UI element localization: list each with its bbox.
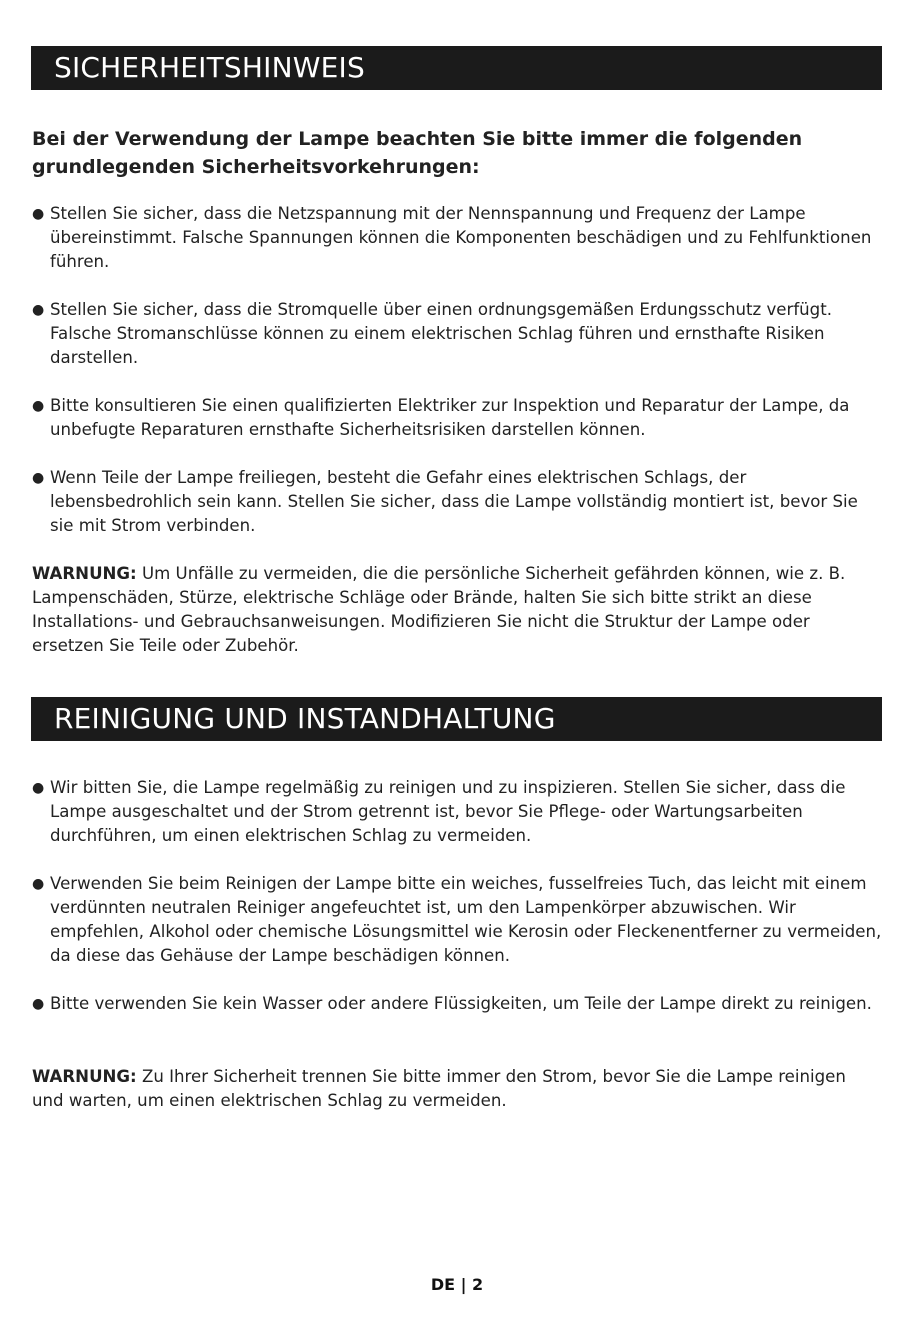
list-item: [32, 992, 882, 1016]
cleaning-bullet-list: [32, 776, 882, 1016]
bullet-icon: ●: [32, 780, 45, 796]
list-item: [32, 298, 882, 370]
cleaning-warning: [32, 1065, 882, 1113]
bullet-icon: ●: [32, 996, 45, 1012]
section-title-safety: SICHERHEITSHINWEIS: [54, 51, 365, 84]
safety-warning: [32, 562, 882, 658]
bullet-icon: ●: [32, 206, 45, 222]
section-header-cleaning: [31, 697, 882, 741]
bullet-icon: ●: [32, 398, 45, 414]
section-title-cleaning: REINIGUNG UND INSTANDHALTUNG: [54, 702, 556, 735]
list-item: [32, 776, 882, 848]
warning-text: Zu Ihrer Sicherheit trennen Sie bitte immer den Strom, bevor Sie die Lampe reinigen und warten, um einen elektrischen Schlag zu vermeiden.: [32, 1067, 846, 1110]
safety-intro: Bei der Verwendung der Lampe beachten Sie bitte immer die folgenden grundlegenden Sicherheitsvorkehrungen:: [32, 128, 803, 178]
warning-text: Um Unfälle zu vermeiden, die die persönliche Sicherheit gefährden können, wie z. B. Lampenschäden, Stürze, elektrische Schläge oder Brände, halten Sie sich bitte strikt an diese Installations- und Gebrauchsanweisungen. Modifizieren Sie nicht die Struktur der Lampe oder ersetzen Sie Teile oder Zubehör.: [32, 564, 846, 655]
list-item-text: Stellen Sie sicher, dass die Stromquelle über einen ordnungsgemäßen Erdungsschutz verfügt. Falsche Stromanschlüsse können zu einem elektrischen Schlag führen und ernsthafte Risiken darstellen.: [50, 300, 832, 367]
list-item-text: Wir bitten Sie, die Lampe regelmäßig zu reinigen und zu inspizieren. Stellen Sie sicher, dass die Lampe ausgeschaltet und der Strom getrennt ist, bevor Sie Pflege- oder Wartungsarbeiten durchführen, um einen elektrischen Schlag zu vermeiden.: [50, 778, 846, 845]
bullet-icon: ●: [32, 470, 45, 486]
bullet-icon: ●: [32, 302, 45, 318]
list-item: [32, 872, 882, 968]
list-item-text: Wenn Teile der Lampe freiliegen, besteht die Gefahr eines elektrischen Schlags, der lebensbedrohlich sein kann. Stellen Sie sicher, dass die Lampe vollständig montiert ist, bevor Sie sie mit Strom verbinden.: [50, 468, 858, 535]
list-item-text: Bitte konsultieren Sie einen qualifizierten Elektriker zur Inspektion und Reparatur der Lampe, da unbefugte Reparaturen ernsthafte Sicherheitsrisiken darstellen können.: [50, 396, 850, 439]
list-item: [32, 466, 882, 538]
list-item-text: Stellen Sie sicher, dass die Netzspannung mit der Nennspannung und Frequenz der Lampe übereinstimmt. Falsche Spannungen können die Komponenten beschädigen und zu Fehlfunktionen führen.: [50, 204, 872, 271]
list-item: [32, 394, 882, 442]
page-number: DE | 2: [430, 1275, 484, 1294]
warning-label: WARNUNG:: [32, 564, 137, 583]
list-item-text: Verwenden Sie beim Reinigen der Lampe bitte ein weiches, fusselfreies Tuch, das leicht mit einem verdünnten neutralen Reiniger angefeuchtet ist, um den Lampenkörper abzuwischen. Wir empfehlen, Alkohol oder chemische Lösungsmittel wie Kerosin oder Fleckenentferner zu vermeiden, da diese das Gehäuse der Lampe beschädigen können.: [50, 874, 882, 965]
list-item-text: Bitte verwenden Sie kein Wasser oder andere Flüssigkeiten, um Teile der Lampe direkt zu reinigen.: [50, 994, 872, 1013]
warning-label: WARNUNG:: [32, 1067, 137, 1086]
list-item: [32, 202, 882, 274]
safety-bullet-list: [32, 202, 882, 538]
bullet-icon: ●: [32, 876, 45, 892]
section-header-safety: [31, 46, 882, 90]
